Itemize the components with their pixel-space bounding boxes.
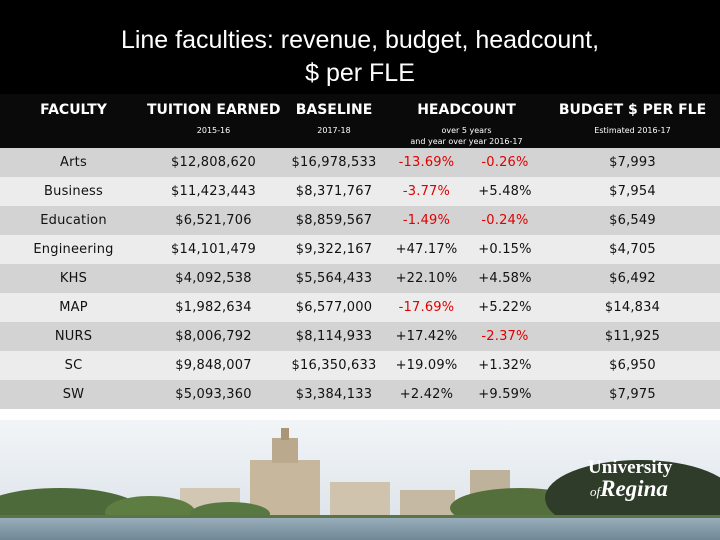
cell-headcount-yoy: +5.22%	[465, 293, 545, 322]
col-subheader-baseline: 2017-18	[317, 126, 351, 135]
logo-line1: University	[588, 457, 673, 478]
cell-headcount-5yr: +19.09%	[388, 351, 465, 380]
cell-baseline: $16,978,533	[280, 148, 388, 177]
cell-headcount-yoy: +9.59%	[465, 380, 545, 409]
cell-budget-per-fle: $6,549	[545, 206, 720, 235]
cell-baseline: $8,371,767	[280, 177, 388, 206]
cell-headcount-5yr: +47.17%	[388, 235, 465, 264]
university-logo	[588, 458, 698, 530]
cell-baseline: $8,859,567	[280, 206, 388, 235]
cell-headcount-yoy: -0.26%	[465, 148, 545, 177]
col-header-budget-per-fle: BUDGET $ PER FLE Estimated 2016-17	[545, 94, 720, 148]
col-subheader-budget: Estimated 2016-17	[594, 126, 671, 135]
cell-faculty: Arts	[0, 148, 147, 177]
cell-baseline: $6,577,000	[280, 293, 388, 322]
cell-budget-per-fle: $6,492	[545, 264, 720, 293]
col-header-baseline: BASELINE 2017-18	[280, 94, 388, 148]
cell-baseline: $9,322,167	[280, 235, 388, 264]
cell-faculty: Education	[0, 206, 147, 235]
cell-baseline: $16,350,633	[280, 351, 388, 380]
col-subheader-tuition: 2015-16	[196, 126, 231, 135]
cell-tuition-earned: $6,521,706	[147, 206, 280, 235]
slide-title-line1: Line faculties: revenue, budget, headcount,	[120, 26, 600, 54]
table-row	[0, 206, 720, 235]
cell-faculty: SC	[0, 351, 147, 380]
cell-budget-per-fle: $7,954	[545, 177, 720, 206]
cell-budget-per-fle: $14,834	[545, 293, 720, 322]
cell-baseline: $8,114,933	[280, 322, 388, 351]
cell-faculty: SW	[0, 380, 147, 409]
cell-budget-per-fle: $7,975	[545, 380, 720, 409]
cell-budget-per-fle: $7,993	[545, 148, 720, 177]
cell-headcount-5yr: -17.69%	[388, 293, 465, 322]
col-header-tuition: TUITION EARNED 2015-16	[147, 94, 280, 148]
cell-headcount-yoy: -2.37%	[465, 322, 545, 351]
table-row	[0, 148, 720, 177]
campus-photo	[0, 420, 720, 540]
faculty-table	[0, 94, 720, 409]
table-row	[0, 351, 720, 380]
table-row	[0, 264, 720, 293]
table-row	[0, 177, 720, 206]
cell-faculty: Business	[0, 177, 147, 206]
cell-tuition-earned: $1,982,634	[147, 293, 280, 322]
cell-headcount-5yr: -3.77%	[388, 177, 465, 206]
table-row	[0, 322, 720, 351]
cell-tuition-earned: $5,093,360	[147, 380, 280, 409]
cell-headcount-yoy: +4.58%	[465, 264, 545, 293]
col-subheader-headcount-2: and year over year 2016-17	[410, 137, 523, 146]
cell-baseline: $5,564,433	[280, 264, 388, 293]
cell-tuition-earned: $11,423,443	[147, 177, 280, 206]
logo-line2: ofRegina	[590, 476, 668, 501]
cell-budget-per-fle: $11,925	[545, 322, 720, 351]
cell-faculty: KHS	[0, 264, 147, 293]
cell-tuition-earned: $4,092,538	[147, 264, 280, 293]
slide-title	[0, 0, 720, 94]
cell-budget-per-fle: $6,950	[545, 351, 720, 380]
col-subheader-headcount-1: over 5 years	[441, 126, 492, 135]
cell-faculty: NURS	[0, 322, 147, 351]
cell-headcount-yoy: +5.48%	[465, 177, 545, 206]
cell-faculty: MAP	[0, 293, 147, 322]
cell-headcount-yoy: -0.24%	[465, 206, 545, 235]
slide-title-line2: $ per FLE	[305, 59, 415, 87]
cell-tuition-earned: $9,848,007	[147, 351, 280, 380]
cell-tuition-earned: $8,006,792	[147, 322, 280, 351]
cell-faculty: Engineering	[0, 235, 147, 264]
col-header-headcount: HEADCOUNT over 5 years and year over year 2016-17	[388, 94, 545, 148]
cell-tuition-earned: $12,808,620	[147, 148, 280, 177]
cell-headcount-5yr: -13.69%	[388, 148, 465, 177]
cell-headcount-yoy: +1.32%	[465, 351, 545, 380]
cell-headcount-5yr: +22.10%	[388, 264, 465, 293]
cell-baseline: $3,384,133	[280, 380, 388, 409]
table-header-row	[0, 94, 720, 148]
cell-tuition-earned: $14,101,479	[147, 235, 280, 264]
col-header-faculty: FACULTY	[0, 94, 147, 148]
cell-budget-per-fle: $4,705	[545, 235, 720, 264]
cell-headcount-5yr: -1.49%	[388, 206, 465, 235]
table-row	[0, 293, 720, 322]
cell-headcount-5yr: +2.42%	[388, 380, 465, 409]
cell-headcount-yoy: +0.15%	[465, 235, 545, 264]
table-row	[0, 235, 720, 264]
table-row	[0, 380, 720, 409]
cell-headcount-5yr: +17.42%	[388, 322, 465, 351]
